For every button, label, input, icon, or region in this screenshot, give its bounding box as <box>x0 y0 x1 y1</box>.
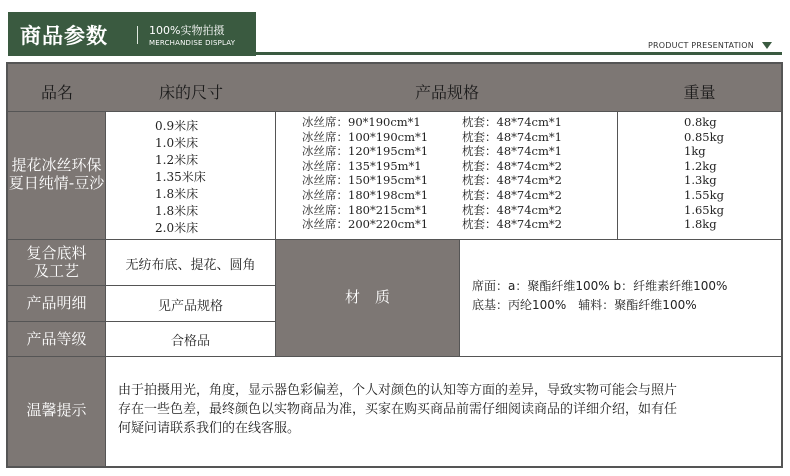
list-item: 冰丝席：135*195m*1 枕套：48*74cm*2 <box>302 158 562 173</box>
list-item: 1.65kg <box>684 202 724 217</box>
notice-text <box>118 381 677 438</box>
list-item: 冰丝席：120*195cm*1 枕套：48*74cm*1 <box>302 144 562 159</box>
product-name-line-1: 提花冰丝环保 <box>11 156 102 174</box>
size-cell <box>106 112 276 240</box>
material-lines <box>472 277 727 315</box>
title-divider <box>137 26 138 44</box>
material-value-cell <box>460 240 781 357</box>
detail-label: 产品明细 <box>26 294 87 312</box>
list-item: 1.2kg <box>684 158 717 173</box>
composite-value-cell <box>106 240 276 286</box>
page-title: 商品参数 <box>20 24 108 48</box>
list-item: 冰丝席：200*220cm*1 枕套：48*74cm*2 <box>302 217 562 232</box>
list-item: 1.55kg <box>684 187 724 202</box>
detail-value-cell <box>106 286 276 322</box>
parameter-table <box>6 62 783 468</box>
composite-value: 无纺布底、提花、圆角 <box>125 258 256 273</box>
list-item: 0.8kg <box>684 115 717 129</box>
list-item: 冰丝席：90*190cm*1 枕套：48*74cm*1 <box>302 115 562 129</box>
list-item: 1.8米床 <box>155 204 199 218</box>
list-item: 冰丝席：180*198cm*1 枕套：48*74cm*2 <box>302 187 562 202</box>
column-header-name: 品名 <box>40 83 73 102</box>
list-item: 2.0米床 <box>155 221 199 235</box>
composite-label-cell <box>8 240 106 286</box>
product-name-cell <box>8 112 106 240</box>
material-label-cell <box>276 240 460 357</box>
list-item: 1kg <box>684 144 706 159</box>
presentation-label: PRODUCT PRESENTATION <box>648 41 754 50</box>
chevron-down-icon <box>762 42 772 49</box>
notice-line-3: 何疑问请联系我们的在线客服。 <box>118 421 301 436</box>
list-item: 冰丝席：100*190cm*1 枕套：48*74cm*1 <box>302 129 562 144</box>
material-line-1: 席面：a：聚酯纤维100% b：纤维素纤维100% <box>472 279 728 293</box>
column-header-spec: 产品规格 <box>414 83 479 102</box>
list-item: 1.0米床 <box>155 136 199 150</box>
material-line-2: 底基：丙纶100% 辅料：聚酯纤维100% <box>472 298 697 312</box>
subtitle-en: MERCHANDISE DISPLAY <box>149 39 236 47</box>
list-item: 冰丝席：180*215cm*1 枕套：48*74cm*2 <box>302 202 562 217</box>
list-item: 冰丝席：150*195cm*1 枕套：48*74cm*2 <box>302 173 562 188</box>
grade-value-cell <box>106 322 276 357</box>
notice-line-2: 存在一些色差，最终颜色以实物商品为准，买家在购买商品前需仔细阅读商品的详细介绍，如有任 <box>118 402 678 417</box>
composite-label-line-1: 复合底料 <box>26 244 87 262</box>
grade-value: 合格品 <box>170 334 210 349</box>
weight-list <box>684 115 724 232</box>
column-header-size: 床的尺寸 <box>158 83 223 102</box>
header-rule <box>256 52 782 55</box>
list-item: 1.35米床 <box>155 170 206 184</box>
material-label: 材 质 <box>344 288 390 306</box>
spec-list <box>302 115 562 232</box>
header-banner <box>8 12 256 56</box>
subtitle-cn: 100%实物拍摄 <box>149 24 225 37</box>
detail-label-cell <box>8 286 106 322</box>
spec-cell <box>276 112 618 240</box>
grade-label-cell <box>8 322 106 357</box>
list-item: 1.3kg <box>684 173 717 188</box>
detail-value: 见产品规格 <box>157 299 223 314</box>
composite-label-line-2: 及工艺 <box>33 262 79 280</box>
notice-label: 温馨提示 <box>26 401 87 419</box>
list-item: 0.85kg <box>684 129 724 144</box>
notice-line-1: 由于拍摄用光，角度，显示器色彩偏差，个人对颜色的认知等方面的差异，导致实物可能会与照片 <box>118 383 678 398</box>
list-item: 1.8kg <box>684 217 717 232</box>
weight-cell <box>618 112 781 240</box>
product-name-line-2: 夏日纯情-豆沙 <box>8 174 105 192</box>
notice-value-cell <box>106 357 781 466</box>
column-header-weight: 重量 <box>683 83 716 102</box>
list-item: 0.9米床 <box>155 119 199 133</box>
notice-label-cell <box>8 357 106 466</box>
list-item: 1.2米床 <box>155 153 199 167</box>
grade-label: 产品等级 <box>26 330 87 348</box>
size-list <box>155 118 206 237</box>
list-item: 1.8米床 <box>155 187 199 201</box>
